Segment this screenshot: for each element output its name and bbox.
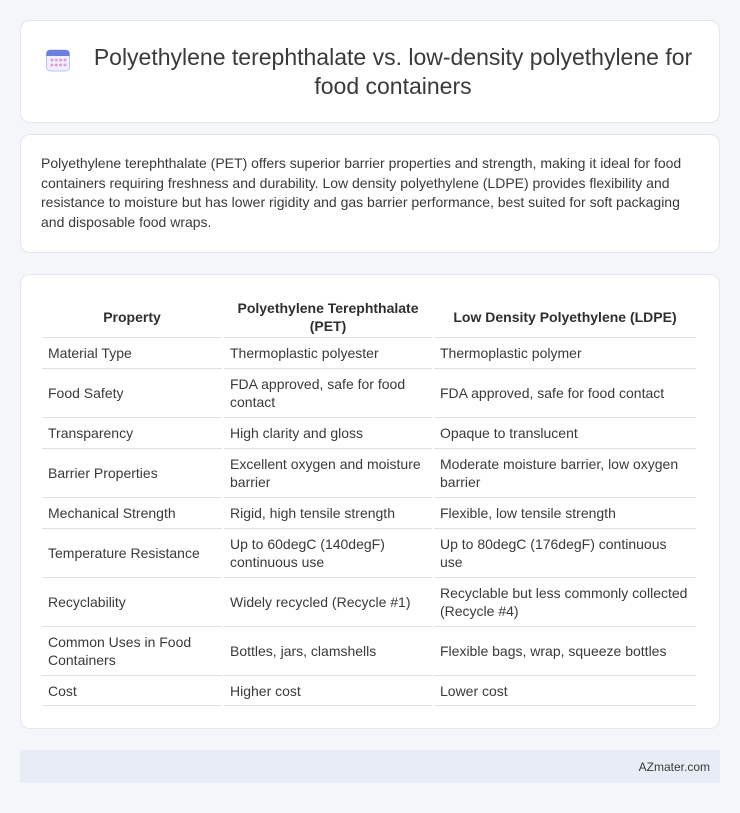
- footer: [20, 750, 720, 783]
- title-card: [20, 20, 720, 123]
- table-cell: Common Uses in Food Containers: [42, 626, 222, 675]
- table-cell: Flexible, low tensile strength: [434, 497, 696, 528]
- table-row: [42, 448, 696, 497]
- table-cell: Up to 80degC (176degF) continuous use: [434, 528, 696, 577]
- table-cell: FDA approved, safe for food contact: [434, 368, 696, 417]
- header-ldpe: Low Density Polyethylene (LDPE): [453, 309, 677, 325]
- table-cell: Bottles, jars, clamshells: [224, 626, 432, 675]
- table-cell: Thermoplastic polyester: [224, 337, 432, 368]
- table-row: [42, 497, 696, 528]
- summary-text: Polyethylene terephthalate (PET) offers superior barrier properties and strength, making it ideal for food containers requiring freshness and durability. Low density polyethylene (LDPE) provides flexibility and resistance to moisture but has lower rigidity and gas barrier performance, best suited for soft packaging and disposable food wraps.: [41, 155, 682, 230]
- comparison-table-card: [20, 274, 720, 729]
- table-cell: Flexible bags, wrap, squeeze bottles: [434, 626, 696, 675]
- table-cell: Lower cost: [434, 675, 696, 706]
- calendar-icon: [45, 47, 71, 73]
- table-cell: High clarity and gloss: [224, 417, 432, 448]
- table-cell: Rigid, high tensile strength: [224, 497, 432, 528]
- table-cell: Up to 60degC (140degF) continuous use: [224, 528, 432, 577]
- table-cell: Recyclability: [42, 577, 222, 626]
- summary-card: [20, 134, 720, 253]
- table-cell: Recyclable but less commonly collected (Recycle #4): [434, 577, 696, 626]
- table-header-row: [42, 297, 696, 337]
- table-cell: Barrier Properties: [42, 448, 222, 497]
- header-property: Property: [103, 309, 161, 325]
- table-cell: Cost: [42, 675, 222, 706]
- footer-brand: AZmater.com: [638, 759, 710, 774]
- table-row: [42, 417, 696, 448]
- table-cell: Transparency: [42, 417, 222, 448]
- table-row: [42, 675, 696, 706]
- title-wrap: [45, 43, 695, 101]
- table-row: [42, 626, 696, 675]
- table-cell: Mechanical Strength: [42, 497, 222, 528]
- header-pet: Polyethylene Terephthalate (PET): [237, 300, 419, 334]
- table-cell: Thermoplastic polymer: [434, 337, 696, 368]
- page-title: Polyethylene terephthalate vs. low-density polyethylene for food containers: [93, 43, 693, 99]
- table-cell: Opaque to translucent: [434, 417, 696, 448]
- table-cell: Higher cost: [224, 675, 432, 706]
- table-cell: Widely recycled (Recycle #1): [224, 577, 432, 626]
- table-row: [42, 528, 696, 577]
- table-cell: Excellent oxygen and moisture barrier: [224, 448, 432, 497]
- table-cell: Food Safety: [42, 368, 222, 417]
- table-cell: Material Type: [42, 337, 222, 368]
- table-row: [42, 368, 696, 417]
- comparison-table: [40, 297, 698, 706]
- table-row: [42, 337, 696, 368]
- table-cell: Moderate moisture barrier, low oxygen barrier: [434, 448, 696, 497]
- table-cell: FDA approved, safe for food contact: [224, 368, 432, 417]
- table-row: [42, 577, 696, 626]
- table-cell: Temperature Resistance: [42, 528, 222, 577]
